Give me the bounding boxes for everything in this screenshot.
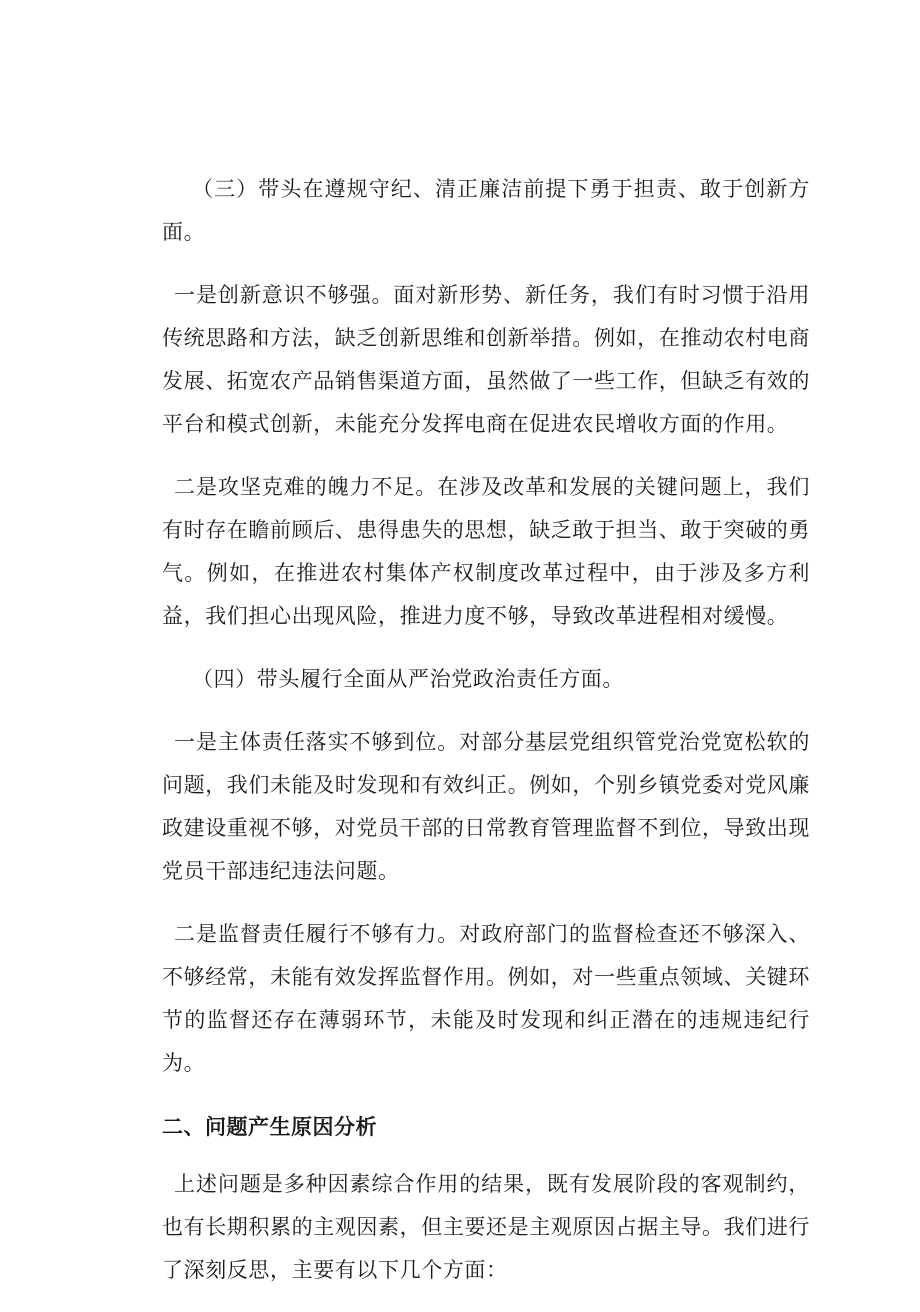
paragraph-supervision: 二是监督责任履行不够有力。对政府部门的监督检查还不够深入、不够经常，未能有效发挥监督作用。例如，对一些重点领域、关键环节的监督还存在薄弱环节，未能及时发现和纠正潜在的违规违纪行为。 [162,922,810,1075]
section-subheading-3: （三）带头在遵规守纪、清正廉洁前提下勇于担责、敢于创新方面。 [162,177,810,244]
paragraph-main-responsibility: 一是主体责任落实不够到位。对部分基层党组织管党治党宽松软的问题，我们未能及时发现和有效纠正。例如，个别乡镇党委对党风廉政建设重视不够，对党员干部的日常教育管理监督不到位，导致出现党员干部违纪违法问题。 [162,730,810,883]
section-subheading-4: （四）带头履行全面从严治党政治责任方面。 [192,667,624,691]
section-heading-2: 二、问题产生原因分析 [162,1115,377,1139]
paragraph-courage: 二是攻坚克难的魄力不足。在涉及改革和发展的关键问题上，我们有时存在瞻前顾后、患得患失的思想，缺乏敢于担当、敢于突破的勇气。例如，在推进农村集体产权制度改革过程中，由于涉及多方利益，我们担心出现风险，推进力度不够，导致改革进程相对缓慢。 [162,475,810,628]
document-body [162,168,810,1312]
paragraph-cause-analysis: 上述问题是多种因素综合作用的结果，既有发展阶段的客观制约，也有长期积累的主观因素，但主要还是主观原因占据主导。我们进行了深刻反思，主要有以下几个方面： [162,1172,810,1282]
paragraph-innovation: 一是创新意识不够强。面对新形势、新任务，我们有时习惯于沿用传统思路和方法，缺乏创新思维和创新举措。例如，在推动农村电商发展、拓宽农产品销售渠道方面，虽然做了一些工作，但缺乏有效的平台和模式创新，未能充分发挥电商在促进农民增收方面的作用。 [162,283,810,436]
